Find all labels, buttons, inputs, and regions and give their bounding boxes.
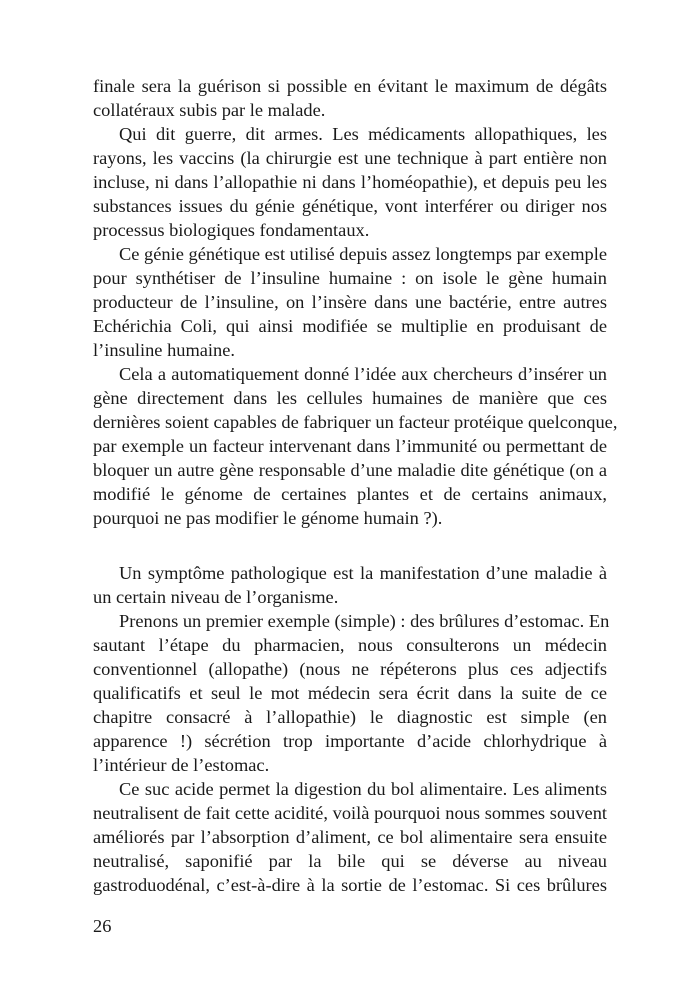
text-line: qualificatifs et seul le mot médecin sera écrit dans la suite de ce xyxy=(93,683,607,703)
text-line: un certain niveau de l’organisme. xyxy=(93,587,339,607)
text-line: Un symptôme pathologique est la manifestation d’une maladie à xyxy=(119,563,607,583)
text-line: pour synthétiser de l’insuline humaine : on isole le gène humain xyxy=(93,268,607,288)
text-line: apparence !) sécrétion trop importante d’acide chlorhydrique à xyxy=(93,731,607,751)
text-line: bloquer un autre gène responsable d’une maladie dite génétique (on a xyxy=(93,460,607,480)
text-line: Ce suc acide permet la digestion du bol alimentaire. Les aliments xyxy=(119,779,607,799)
text-line: Qui dit guerre, dit armes. Les médicaments allopathiques, les xyxy=(119,124,607,144)
text-line: modifié le génome de certaines plantes et de certains animaux, xyxy=(93,484,607,504)
text-line: finale sera la guérison si possible en évitant le maximum de dégâts xyxy=(93,76,607,96)
text-line: rayons, les vaccins (la chirurgie est une technique à part entière non xyxy=(93,148,607,168)
text-line: gastroduodénal, c’est-à-dire à la sortie de l’estomac. Si ces brûlures xyxy=(93,875,607,895)
text-line: incluse, ni dans l’allopathie ni dans l’homéopathie), et depuis peu les xyxy=(93,172,607,192)
text-line: neutralisent de fait cette acidité, voilà pourquoi nous sommes souvent xyxy=(93,803,607,823)
text-block-1 xyxy=(93,74,618,530)
text-line: l’insuline humaine. xyxy=(93,340,235,360)
text-line: pourquoi ne pas modifier le génome humain ?). xyxy=(93,508,443,528)
text-line: l’intérieur de l’estomac. xyxy=(93,755,270,775)
text-line: chapitre consacré à l’allopathie) le diagnostic est simple (en xyxy=(93,707,607,727)
text-line: gène directement dans les cellules humaines de manière que ces xyxy=(93,388,607,408)
text-line: Echérichia Coli, qui ainsi modifiée se multiplie en produisant de xyxy=(93,316,607,336)
text-line: producteur de l’insuline, on l’insère dans une bactérie, entre autres xyxy=(93,292,607,312)
text-line: Cela a automatiquement donné l’idée aux chercheurs d’insérer un xyxy=(119,364,607,384)
text-line: conventionnel (allopathe) (nous ne répéterons plus ces adjectifs xyxy=(93,659,607,679)
text-line: sautant l’étape du pharmacien, nous consulterons un médecin xyxy=(93,635,607,655)
text-line: processus biologiques fondamentaux. xyxy=(93,220,370,240)
page-number: 26 xyxy=(93,916,112,936)
text-line: substances issues du génie génétique, vont interférer ou diriger nos xyxy=(93,196,607,216)
text-block-2 xyxy=(93,561,610,897)
text-line: neutralisé, saponifié par la bile qui se déverse au niveau xyxy=(93,851,607,871)
text-line: dernières soient capables de fabriquer un facteur protéique quelconque, xyxy=(93,412,618,432)
text-line: Ce génie génétique est utilisé depuis assez longtemps par exemple xyxy=(119,244,607,264)
text-line: améliorés par l’absorption d’aliment, ce bol alimentaire sera ensuite xyxy=(93,827,607,847)
text-line: par exemple un facteur intervenant dans l’immunité ou permettant de xyxy=(93,436,607,456)
text-line: Prenons un premier exemple (simple) : des brûlures d’estomac. En xyxy=(119,611,610,631)
text-line: collatéraux subis par le malade. xyxy=(93,100,326,120)
